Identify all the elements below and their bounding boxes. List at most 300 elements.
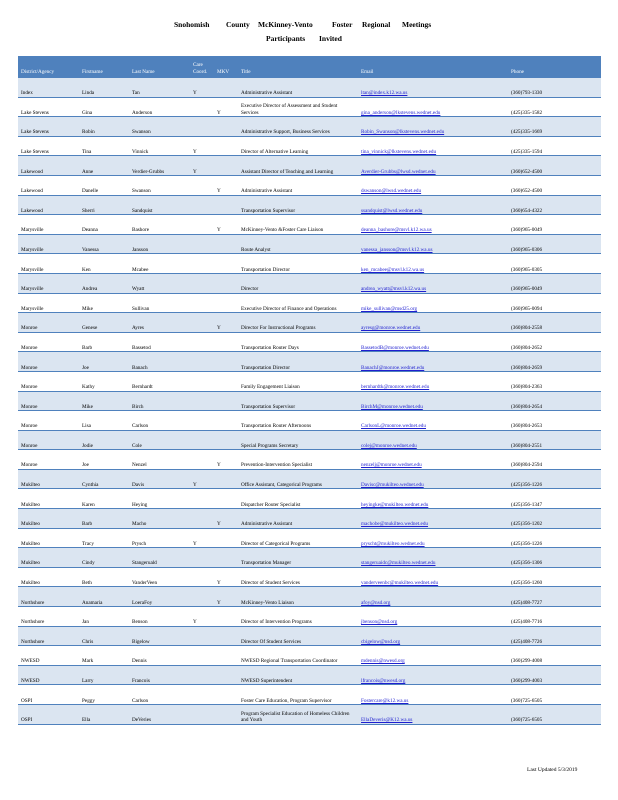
district-cell: Northshore — [18, 626, 79, 646]
lastname-cell: Swanson — [129, 117, 190, 137]
table-row — [18, 97, 601, 117]
column-header: Title — [238, 56, 358, 78]
firstname-cell: Beth — [79, 567, 129, 587]
phone-cell: (425)356-1347 — [508, 489, 601, 509]
lastname-cell: Birch — [129, 391, 190, 411]
care-coord-cell — [190, 489, 214, 509]
column-header: Phone — [508, 56, 601, 78]
title-cell: Administrative Assistant — [238, 78, 358, 97]
firstname-cell: Vanessa — [79, 234, 129, 254]
title-cell: Director — [238, 273, 358, 293]
mkv-cell: Y — [214, 450, 238, 470]
table-row — [18, 509, 601, 529]
lastname-cell: Tan — [129, 78, 190, 97]
phone-cell: (425)408-7726 — [508, 626, 601, 646]
phone-cell: (360)725-6505 — [508, 685, 601, 705]
title-cell: Program Specialist Education of Homeless Children and Youth — [238, 705, 358, 725]
title-cell: Dispatcher Router Specialist — [238, 489, 358, 509]
district-cell: Monroe — [18, 352, 79, 372]
lastname-cell: Francois — [129, 665, 190, 685]
title-word: Regional — [362, 20, 391, 29]
mkv-cell — [214, 528, 238, 548]
firstname-cell: Chris — [79, 626, 129, 646]
column-header: Care Coord. — [190, 56, 214, 78]
district-cell: Northshore — [18, 607, 79, 627]
care-coord-cell — [190, 567, 214, 587]
title-cell: Executive Director of Finance and Operations — [238, 293, 358, 313]
district-cell: Monroe — [18, 391, 79, 411]
lastname-cell: LoeraFoy — [129, 587, 190, 607]
care-coord-cell — [190, 391, 214, 411]
lastname-cell: Dennis — [129, 646, 190, 666]
firstname-cell: Anamaria — [79, 587, 129, 607]
firstname-cell: Danelle — [79, 175, 129, 195]
column-header: Firstname — [79, 56, 129, 78]
mkv-cell — [214, 391, 238, 411]
table-header-row — [18, 56, 601, 78]
email-link[interactable]: lfrancois@nwesd.org — [358, 665, 508, 685]
care-coord-cell — [190, 411, 214, 431]
title-cell: Director of Alternative Learning — [238, 136, 358, 156]
email-link[interactable]: heyingke@mukilteo.wednet.edu — [358, 489, 508, 509]
lastname-cell: Verdier-Grubbs — [129, 156, 190, 176]
firstname-cell: Gina — [79, 97, 129, 117]
care-coord-cell — [190, 97, 214, 117]
email-link[interactable]: vanessa_jansson@msvl.k12.wa.us — [358, 234, 508, 254]
mkv-cell: Y — [214, 587, 238, 607]
table-row — [18, 371, 601, 391]
email-link[interactable]: tina_vinnick@lkstevens.wednet.edu — [358, 136, 508, 156]
phone-cell: (360)804-2654 — [508, 391, 601, 411]
care-coord-cell — [190, 548, 214, 568]
lastname-cell: VanderVeen — [129, 567, 190, 587]
lastname-cell: Wyatt — [129, 273, 190, 293]
district-cell: Mukilteo — [18, 469, 79, 489]
mkv-cell: Y — [214, 175, 238, 195]
email-link[interactable]: machobe@mukilteo.wednet.edu — [358, 509, 508, 529]
care-coord-cell — [190, 646, 214, 666]
phone-cell: (360)652-4500 — [508, 175, 601, 195]
table-row — [18, 646, 601, 666]
email-link[interactable]: ssandquist@lwsd.wednet.edu — [358, 195, 508, 215]
mkv-cell — [214, 293, 238, 313]
title-cell: Transportation Router Days — [238, 332, 358, 352]
table-row — [18, 117, 601, 137]
table-row — [18, 136, 601, 156]
district-cell: Northshore — [18, 587, 79, 607]
phone-cell: (360)299-4003 — [508, 665, 601, 685]
phone-cell: (360)804-2594 — [508, 450, 601, 470]
email-link[interactable]: gina_anderson@lkstevens.wednet.edu — [358, 97, 508, 117]
lastname-cell: Macho — [129, 509, 190, 529]
mkv-cell — [214, 705, 238, 725]
mkv-cell — [214, 332, 238, 352]
care-coord-cell — [190, 587, 214, 607]
title-cell: NWESD Superintendent — [238, 665, 358, 685]
title-cell: Special Programs Secretary — [238, 430, 358, 450]
table-row — [18, 273, 601, 293]
care-coord-cell — [190, 117, 214, 137]
care-coord-cell — [190, 313, 214, 333]
title-cell: Executive Director of Assessment and Student Services — [238, 97, 358, 117]
phone-cell: (360)725-6505 — [508, 705, 601, 725]
mkv-cell — [214, 254, 238, 274]
district-cell: Marysville — [18, 293, 79, 313]
phone-cell: (360)804-2652 — [508, 332, 601, 352]
table-row — [18, 626, 601, 646]
table-row — [18, 469, 601, 489]
email-link[interactable]: nenzelj@monroe.wednet.edu — [358, 450, 508, 470]
title-cell: McKinney-Vento Liaison — [238, 587, 358, 607]
table-row — [18, 685, 601, 705]
lastname-cell: Cole — [129, 430, 190, 450]
phone-cell: (360)804-2659 — [508, 352, 601, 372]
lastname-cell: Jansson — [129, 234, 190, 254]
firstname-cell: Tina — [79, 136, 129, 156]
care-coord-cell — [190, 332, 214, 352]
mkv-cell — [214, 646, 238, 666]
phone-cell: (360)804-2653 — [508, 411, 601, 431]
care-coord-cell — [190, 215, 214, 235]
district-cell: Lake Stevens — [18, 97, 79, 117]
table-row — [18, 528, 601, 548]
table-row — [18, 489, 601, 509]
care-coord-cell — [190, 352, 214, 372]
title-cell: McKinney-Vento &Foster Care Liaison — [238, 215, 358, 235]
lastname-cell: Davis — [129, 469, 190, 489]
phone-cell: (360)965-0094 — [508, 293, 601, 313]
district-cell: Marysville — [18, 215, 79, 235]
title-cell: Transportation Router Afternoons — [238, 411, 358, 431]
lastname-cell: Heying — [129, 489, 190, 509]
mkv-cell — [214, 371, 238, 391]
lastname-cell: Sullivan — [129, 293, 190, 313]
table-row — [18, 391, 601, 411]
mkv-cell — [214, 489, 238, 509]
title-cell: Office Assistant, Categorical Programs — [238, 469, 358, 489]
mkv-cell — [214, 548, 238, 568]
lastname-cell: Prysch — [129, 528, 190, 548]
mkv-cell: Y — [214, 215, 238, 235]
mkv-cell — [214, 234, 238, 254]
mkv-cell — [214, 78, 238, 97]
care-coord-cell: Y — [190, 78, 214, 97]
mkv-cell — [214, 156, 238, 176]
email-link[interactable]: cbigelow@nsd.org — [358, 626, 508, 646]
firstname-cell: Karen — [79, 489, 129, 509]
lastname-cell: DeVeries — [129, 705, 190, 725]
table-row — [18, 450, 601, 470]
email-link[interactable]: Davisc@mukilteo.wednet.edu — [358, 469, 508, 489]
phone-cell: (360)793-1330 — [508, 78, 601, 97]
email-link[interactable]: Averdier-Grubbs@lwsd.wednet.edu — [358, 156, 508, 176]
participants-table — [18, 56, 601, 725]
firstname-cell: Jan — [79, 607, 129, 627]
title-cell: Family Engagement Liaison — [238, 371, 358, 391]
title-word: County — [226, 20, 250, 29]
title-word: Snohomish — [174, 20, 210, 29]
email-link[interactable]: ken_mcabee@msvl.k12.wa.us — [358, 254, 508, 274]
table-row — [18, 411, 601, 431]
care-coord-cell: Y — [190, 156, 214, 176]
phone-cell: (425)356-1226 — [508, 528, 601, 548]
firstname-cell: Barb — [79, 332, 129, 352]
district-cell: Marysville — [18, 254, 79, 274]
email-link[interactable]: colej@monroe.wednet.edu — [358, 430, 508, 450]
firstname-cell: Ella — [79, 705, 129, 725]
phone-cell: (425)356-1226 — [508, 469, 601, 489]
lastname-cell: Ayres — [129, 313, 190, 333]
district-cell: Mukilteo — [18, 548, 79, 568]
mkv-cell — [214, 626, 238, 646]
email-link[interactable]: BirchM@monroe.wednet.edu — [358, 391, 508, 411]
title-cell: Assistant Director of Teaching and Learning — [238, 156, 358, 176]
title-cell: Transportation Manager — [238, 548, 358, 568]
district-cell: OSPI — [18, 685, 79, 705]
table-row — [18, 78, 601, 97]
phone-cell: (425)408-7727 — [508, 587, 601, 607]
mkv-cell — [214, 665, 238, 685]
firstname-cell: Cindy — [79, 548, 129, 568]
mkv-cell — [214, 685, 238, 705]
care-coord-cell: Y — [190, 607, 214, 627]
email-link[interactable]: Robin_Swanson@lkstevens.wednet.edu — [358, 117, 508, 137]
phone-cell: (360)299-4008 — [508, 646, 601, 666]
column-header: District/Agency — [18, 56, 79, 78]
district-cell: Lakewood — [18, 156, 79, 176]
district-cell: Mukilteo — [18, 528, 79, 548]
title-cell: Administrative Support, Business Services — [238, 117, 358, 137]
firstname-cell: Andrea — [79, 273, 129, 293]
care-coord-cell: Y — [190, 469, 214, 489]
lastname-cell: Banach — [129, 352, 190, 372]
email-link[interactable]: dswanson@lwsd.wednet.edu — [358, 175, 508, 195]
care-coord-cell — [190, 195, 214, 215]
district-cell: Lakewood — [18, 195, 79, 215]
care-coord-cell — [190, 450, 214, 470]
care-coord-cell — [190, 293, 214, 313]
firstname-cell: Anne — [79, 156, 129, 176]
table-row — [18, 313, 601, 333]
firstname-cell: Deanna — [79, 215, 129, 235]
firstname-cell: Kathy — [79, 371, 129, 391]
firstname-cell: Mike — [79, 293, 129, 313]
phone-cell: (425)335-1669 — [508, 117, 601, 137]
lastname-cell: Nenzel — [129, 450, 190, 470]
email-link[interactable]: BanachJ@monroe.wednet.edu — [358, 352, 508, 372]
table-row — [18, 175, 601, 195]
district-cell: Monroe — [18, 371, 79, 391]
title-cell: Foster Care Education, Program Supervisor — [238, 685, 358, 705]
phone-cell: (425)356-1260 — [508, 567, 601, 587]
title-word: Meetings — [402, 20, 432, 29]
district-cell: Monroe — [18, 430, 79, 450]
email-link[interactable]: Fostercare@k12.wa.us — [358, 685, 508, 705]
phone-cell: (360)965-0306 — [508, 234, 601, 254]
table-row — [18, 234, 601, 254]
care-coord-cell — [190, 509, 214, 529]
title-cell: Administrative Assistant — [238, 509, 358, 529]
title-cell: Director of Intervention Programs — [238, 607, 358, 627]
table-row — [18, 607, 601, 627]
title-cell: Director of Student Services — [238, 567, 358, 587]
phone-cell: (425)335-1594 — [508, 136, 601, 156]
district-cell: Monroe — [18, 450, 79, 470]
mkv-cell — [214, 430, 238, 450]
care-coord-cell — [190, 273, 214, 293]
email-link[interactable]: pryscht@mukilteo.wednet.edu — [358, 528, 508, 548]
phone-cell: (360)804-2551 — [508, 430, 601, 450]
phone-cell: (425)335-1582 — [508, 97, 601, 117]
lastname-cell: Bernhardt — [129, 371, 190, 391]
table-row — [18, 293, 601, 313]
phone-cell: (360)652-4500 — [508, 156, 601, 176]
district-cell: Monroe — [18, 313, 79, 333]
district-cell: Marysville — [18, 234, 79, 254]
lastname-cell: Swanson — [129, 175, 190, 195]
firstname-cell: Joe — [79, 450, 129, 470]
column-header: Last Name — [129, 56, 190, 78]
email-link[interactable]: jbenson@nsd.org — [358, 607, 508, 627]
title-cell: Transportation Supervisor — [238, 195, 358, 215]
title-cell: Prevention-Intervention Specialist — [238, 450, 358, 470]
care-coord-cell — [190, 430, 214, 450]
district-cell: NWESD — [18, 665, 79, 685]
care-coord-cell: Y — [190, 136, 214, 156]
phone-cell: (425)356-1306 — [508, 548, 601, 568]
district-cell: Index — [18, 78, 79, 97]
lastname-cell: Mcabee — [129, 254, 190, 274]
firstname-cell: Jodie — [79, 430, 129, 450]
email-link[interactable]: andrea_wyatt@msvl.k12.wa.us — [358, 273, 508, 293]
firstname-cell: Mark — [79, 646, 129, 666]
district-cell: Lake Stevens — [18, 136, 79, 156]
phone-cell: (360)804-2363 — [508, 371, 601, 391]
title-cell: Director For Instructional Programs — [238, 313, 358, 333]
table-row — [18, 352, 601, 372]
email-link[interactable]: ltan@index.k12.wa.us — [358, 78, 508, 97]
phone-cell: (360)965-0049 — [508, 215, 601, 235]
district-cell: NWESD — [18, 646, 79, 666]
care-coord-cell — [190, 254, 214, 274]
title-word: Participants — [266, 34, 306, 43]
firstname-cell: Robin — [79, 117, 129, 137]
district-cell: Mukilteo — [18, 489, 79, 509]
lastname-cell: Bashore — [129, 215, 190, 235]
lastname-cell: Bassetod — [129, 332, 190, 352]
email-link[interactable]: ayresg@monroe.wednet.edu — [358, 313, 508, 333]
lastname-cell: Carlson — [129, 685, 190, 705]
firstname-cell: Peggy — [79, 685, 129, 705]
mkv-cell — [214, 195, 238, 215]
lastname-cell: Sandquist — [129, 195, 190, 215]
email-link[interactable]: vanderveenbc@mukilteo.wednet.edu — [358, 567, 508, 587]
title-cell: Transportation Director — [238, 254, 358, 274]
title-cell: Director of Categorical Programs — [238, 528, 358, 548]
title-word: Invited — [319, 34, 342, 43]
mkv-cell — [214, 352, 238, 372]
firstname-cell: Ken — [79, 254, 129, 274]
table-row — [18, 567, 601, 587]
lastname-cell: Stangeruald — [129, 548, 190, 568]
firstname-cell: Barb — [79, 509, 129, 529]
firstname-cell: Larry — [79, 665, 129, 685]
lastname-cell: Bigelow — [129, 626, 190, 646]
district-cell: Monroe — [18, 332, 79, 352]
email-link[interactable]: stangeruaidc@mukilteo.wednet.edu — [358, 548, 508, 568]
title-cell: Transportation Supervisor — [238, 391, 358, 411]
mkv-cell: Y — [214, 509, 238, 529]
district-cell: Mukilteo — [18, 567, 79, 587]
care-coord-cell — [190, 234, 214, 254]
mkv-cell — [214, 469, 238, 489]
table-row — [18, 548, 601, 568]
title-cell: Route Analyst — [238, 234, 358, 254]
lastname-cell: Benson — [129, 607, 190, 627]
table-row — [18, 195, 601, 215]
phone-cell: (425)356-1202 — [508, 509, 601, 529]
email-link[interactable]: mike_sullivan@msd25.org — [358, 293, 508, 313]
column-header: MKV — [214, 56, 238, 78]
email-link[interactable]: afoy@nsd.org — [358, 587, 508, 607]
care-coord-cell — [190, 665, 214, 685]
title-word: McKinney-Vento — [258, 20, 313, 29]
district-cell: Marysville — [18, 273, 79, 293]
firstname-cell: Tracy — [79, 528, 129, 548]
table-row — [18, 587, 601, 607]
email-link[interactable]: EllaDeveris@K12.wa.us — [358, 705, 508, 725]
title-cell: Administrative Assistant — [238, 175, 358, 195]
district-cell: Mukilteo — [18, 509, 79, 529]
email-link[interactable]: bernhardtk@monroe.wednet.edu — [358, 371, 508, 391]
mkv-cell: Y — [214, 567, 238, 587]
title-cell: Director Of Student Services — [238, 626, 358, 646]
phone-cell: (360)804-2558 — [508, 313, 601, 333]
district-cell: Lake Stevens — [18, 117, 79, 137]
district-cell: Lakewood — [18, 175, 79, 195]
phone-cell: (360)654-4322 — [508, 195, 601, 215]
mkv-cell: Y — [214, 97, 238, 117]
email-link[interactable]: mdennis@nwesd.org — [358, 646, 508, 666]
email-link[interactable]: BassetodB@monroe.wednet.edu — [358, 332, 508, 352]
table-row — [18, 156, 601, 176]
district-cell: OSPI — [18, 705, 79, 725]
firstname-cell: Joe — [79, 352, 129, 372]
table-row — [18, 665, 601, 685]
firstname-cell: Lisa — [79, 411, 129, 431]
firstname-cell: Mike — [79, 391, 129, 411]
email-link[interactable]: deanna_bashore@msvl.k12.wa.us — [358, 215, 508, 235]
column-header: Email — [358, 56, 508, 78]
firstname-cell: Linda — [79, 78, 129, 97]
table-row — [18, 215, 601, 235]
email-link[interactable]: CarlsonL@monroe.wednet.edu — [358, 411, 508, 431]
lastname-cell: Vinnick — [129, 136, 190, 156]
mkv-cell: Y — [214, 313, 238, 333]
care-coord-cell — [190, 626, 214, 646]
table-row — [18, 430, 601, 450]
care-coord-cell — [190, 685, 214, 705]
phone-cell: (425)408-7716 — [508, 607, 601, 627]
title-cell: NWESD Regional Transportation Coordinator — [238, 646, 358, 666]
mkv-cell — [214, 136, 238, 156]
lastname-cell: Carlson — [129, 411, 190, 431]
mkv-cell — [214, 607, 238, 627]
care-coord-cell: Y — [190, 528, 214, 548]
lastname-cell: Anderson — [129, 97, 190, 117]
last-updated: Last Updated 5/3/2019 — [527, 767, 578, 773]
mkv-cell — [214, 117, 238, 137]
